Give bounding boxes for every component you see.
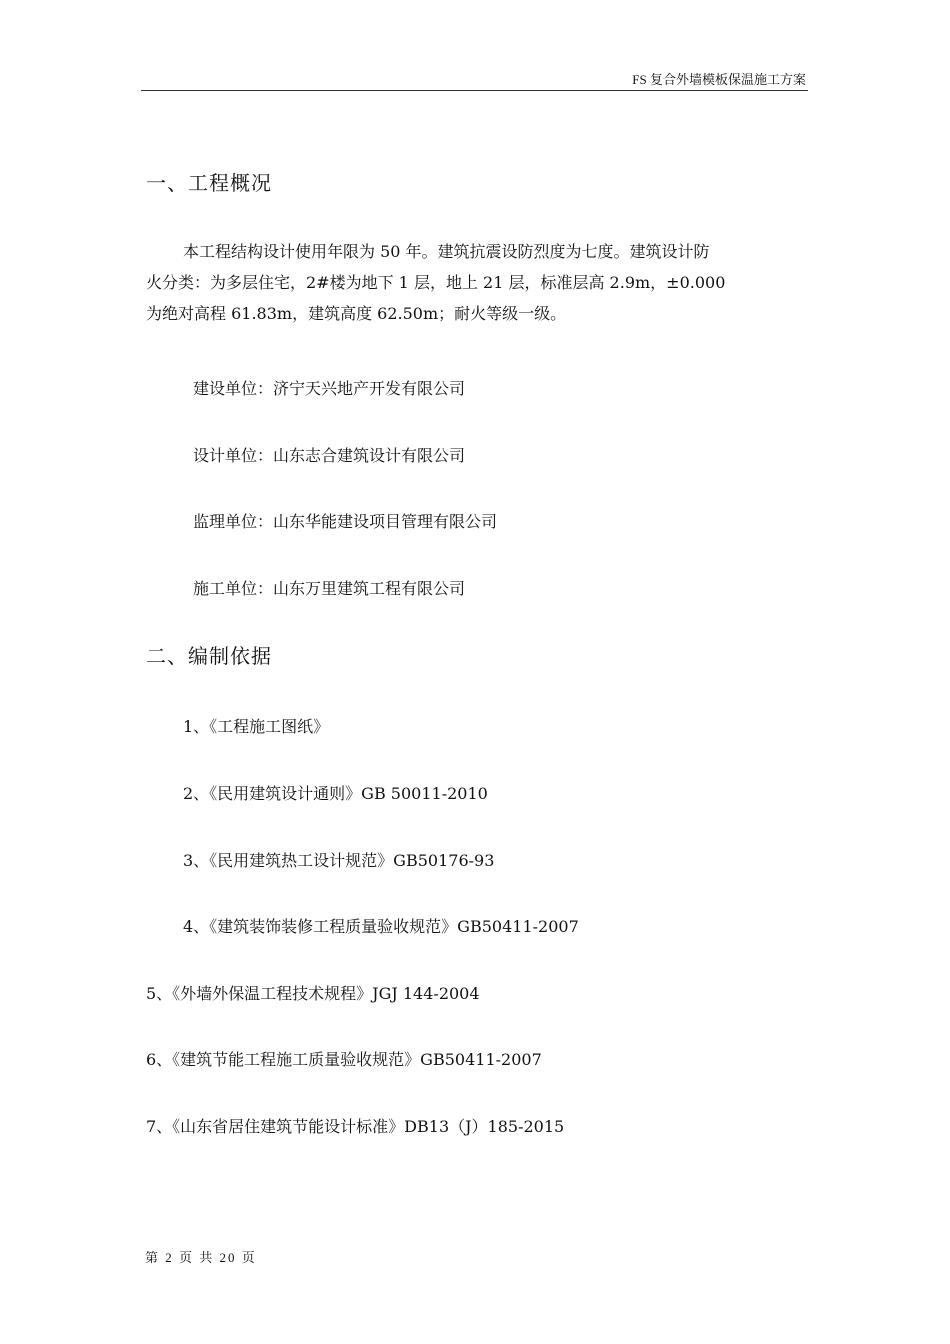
- construction-unit: 建设单位：济宁天兴地产开发有限公司: [193, 379, 466, 398]
- reference-item: 2、《民用建筑设计通则》GB 50011-2010: [183, 784, 488, 803]
- section-heading-overview: 一、工程概况: [146, 171, 272, 195]
- reference-item: 4、《建筑装饰装修工程质量验收规范》GB50411-2007: [183, 917, 579, 936]
- overview-paragraph-line: 火分类：为多层住宅，2#楼为地下 1 层，地上 21 层，标准层高 2.9m，±0.000: [146, 273, 726, 292]
- reference-item: 1、《工程施工图纸》: [183, 717, 330, 736]
- overview-paragraph: [146, 236, 808, 329]
- reference-item: 3、《民用建筑热工设计规范》GB50176-93: [183, 851, 495, 870]
- overview-paragraph-line: 为绝对高程 61.83m，建筑高度 62.50m；耐火等级一级。: [146, 304, 567, 323]
- header-title: FS 复合外墙模板保温施工方案: [632, 72, 806, 87]
- page-header: [141, 72, 808, 91]
- supervision-unit: 监理单位：山东华能建设项目管理有限公司: [193, 512, 498, 531]
- reference-item: 5、《外墙外保温工程技术规程》JGJ 144-2004: [146, 984, 480, 1003]
- reference-item: 6、《建筑节能工程施工质量验收规范》GB50411-2007: [146, 1050, 542, 1069]
- contractor-unit: 施工单位：山东万里建筑工程有限公司: [193, 579, 466, 598]
- design-unit: 设计单位：山东志合建筑设计有限公司: [193, 446, 466, 465]
- page-number: 第 2 页 共 20 页: [145, 1250, 257, 1265]
- reference-item: 7、《山东省居住建筑节能设计标准》DB13（J）185-2015: [146, 1117, 565, 1136]
- overview-paragraph-line: 本工程结构设计使用年限为 50 年。建筑抗震设防烈度为七度。建筑设计防: [183, 242, 710, 261]
- section-heading-basis: 二、编制依据: [146, 644, 272, 668]
